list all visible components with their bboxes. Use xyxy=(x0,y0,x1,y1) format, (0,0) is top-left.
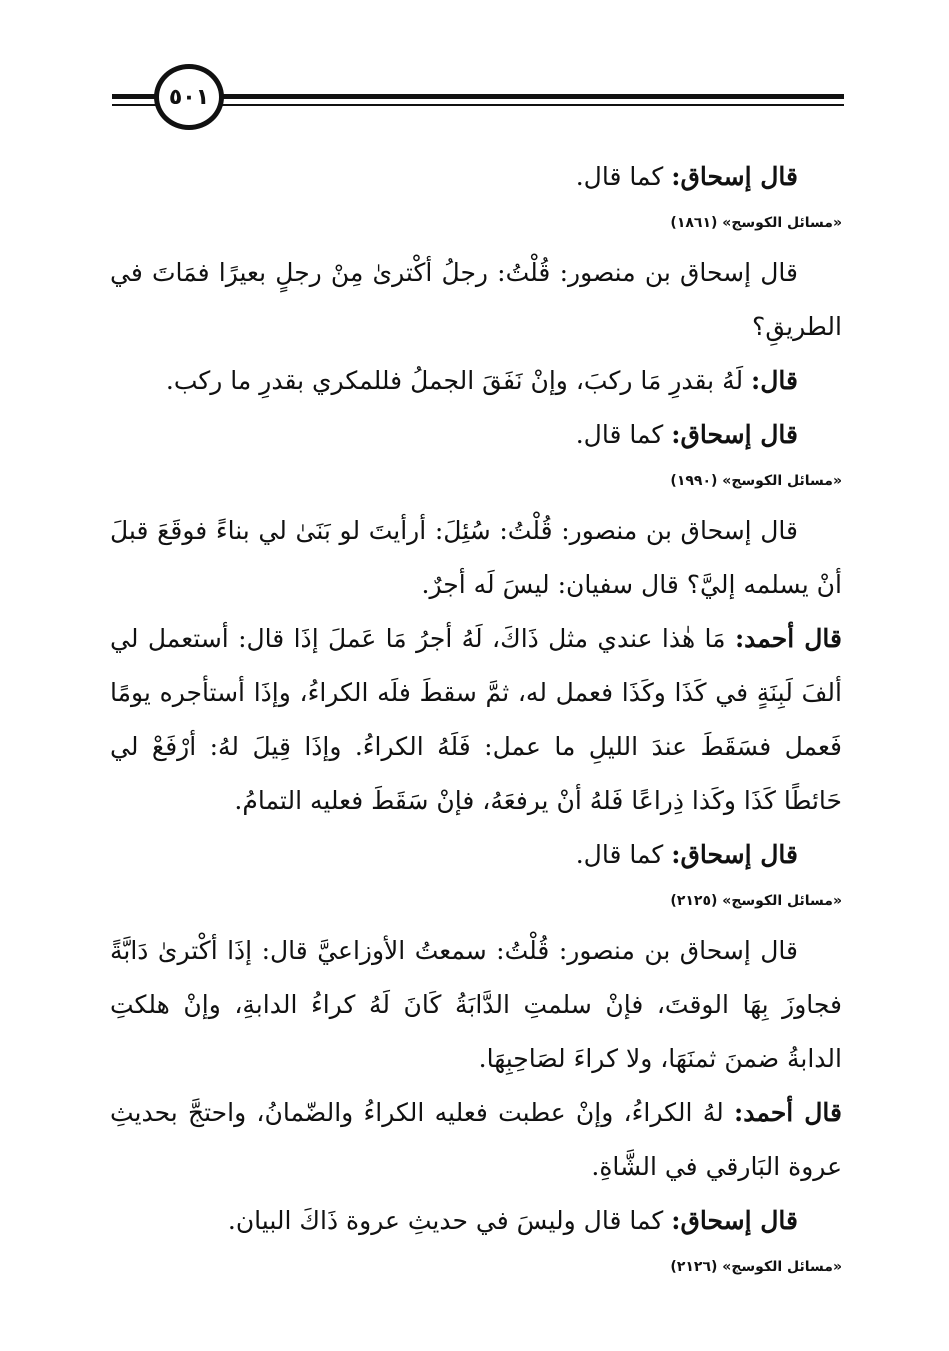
reply-text: لَهُ بقدرِ مَا ركبَ، وإنْ نَفَقَ الجملُ فللمكري بقدرِ ما ركب. xyxy=(165,366,752,395)
question-paragraph: قال إسحاق بن منصور: قُلْتُ: سُئِلَ: أرأيتَ لو بَنَىٰ لي بناءً فوقَعَ قبلَ أنْ يسلمه إليَّ؟ قال سفيان: ليسَ لَه أجرٌ. xyxy=(110,516,842,599)
question-paragraph: قال إسحاق بن منصور: قُلْتُ: رجلُ أكْترىٰ مِنْ رجلٍ بعيرًا فمَاتَ في الطريقِ؟ xyxy=(110,258,842,341)
reply-paragraph xyxy=(110,828,842,882)
speaker-label: قال إسحاق: xyxy=(671,162,798,191)
reply-paragraph xyxy=(110,1086,842,1194)
reply-paragraph xyxy=(110,150,842,204)
page-header xyxy=(112,58,844,138)
speaker-label: قال إسحاق: xyxy=(671,840,798,869)
page-body xyxy=(110,150,842,1290)
speaker-label: قال أحمد: xyxy=(734,1098,842,1127)
reply-text: كما قال. xyxy=(575,420,672,449)
reply-text: مَا هٰذا عندي مثل ذَاكَ، لَهُ أجرُ مَا عَملَ إذَا قال: أستعمل لي ألفَ لَبِنَةٍ في كَذَا وكَذَا فعمل له، ثمَّ سقطَ فلَه الكراءُ، وإذَا أستأجره يومًا فَعمل فسَقَطَ عندَ الليلِ ما عمل: فَلَهُ الكراءُ. وإذَا قِيلَ لهُ: أرْفَعْ لي حَائطًا كَذَا وكَذا ذِراعًا فَلهُ أنْ يرفعَهُ، فإنْ سَقَطَ فعليه التمامُ. xyxy=(110,624,842,815)
reply-text: لهُ الكراءُ، وإنْ عطبت فعليه الكراءُ والضّمانُ، واحتجَّ بحديثِ عروة البَارقي في الشَّاةِ. xyxy=(110,1098,842,1181)
reply-text: كما قال. xyxy=(575,162,672,191)
source-citation: «مسائل الكوسج» (٢١٢٦) xyxy=(670,1259,842,1275)
speaker-label: قال: xyxy=(751,366,798,395)
question-paragraph: قال إسحاق بن منصور: قُلْتُ: سمعتُ الأوزاعيَّ قال: إذَا أكْترىٰ دَابَّةً فجاوزَ بِهَا الوقتَ، فإنْ سلمتِ الدَّابَةُ كَانَ لَهُ كراءُ الدابةِ، وإنْ هلكتِ الدابةُ ضمنَ ثمنَهَا، ولا كراءَ لصَاحِبِهَا. xyxy=(110,936,842,1073)
reply-paragraph xyxy=(110,408,842,462)
source-citation: «مسائل الكوسج» (٢١٢٥) xyxy=(670,893,842,909)
page-number: ٥٠١ xyxy=(168,84,210,110)
source-citation: «مسائل الكوسج» (١٨٦١) xyxy=(670,215,842,231)
reply-paragraph xyxy=(110,612,842,828)
reply-text: كما قال وليسَ في حديثِ عروة ذَاكَ البيان. xyxy=(227,1206,672,1235)
reply-paragraph xyxy=(110,1194,842,1248)
reply-text: كما قال. xyxy=(575,840,672,869)
reply-paragraph xyxy=(110,354,842,408)
speaker-label: قال إسحاق: xyxy=(671,420,798,449)
page-number-badge xyxy=(154,64,224,130)
source-citation: «مسائل الكوسج» (١٩٩٠) xyxy=(670,473,842,489)
speaker-label: قال أحمد: xyxy=(734,624,843,653)
speaker-label: قال إسحاق: xyxy=(671,1206,798,1235)
